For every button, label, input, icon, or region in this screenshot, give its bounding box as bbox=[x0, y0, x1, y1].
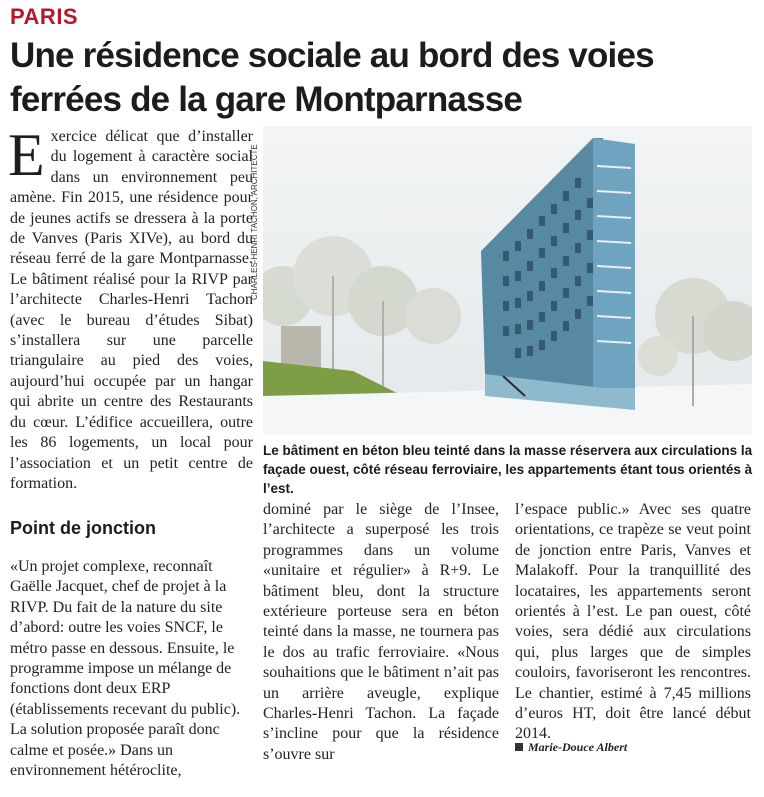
building-illustration bbox=[263, 126, 752, 435]
photo-credit: CHARLES-HENRI TACHON, ARCHITECTE bbox=[250, 144, 259, 300]
article-subhead: Point de jonction bbox=[10, 518, 156, 538]
author-signature bbox=[515, 740, 627, 755]
drop-cap: E bbox=[8, 122, 45, 188]
column-1 bbox=[10, 541, 253, 797]
author-name: Marie-Douce Albert bbox=[528, 740, 628, 754]
column-3 bbox=[515, 500, 751, 745]
column-1-paragraph: «Un projet complexe, reconnaît Gaëlle Jacquet, chef de projet à la RIVP. Du fait de la nature du site d’abord: outre les voies SNCF, le métro passe en dessous. Ensuite, le programme impose un mélange de fonctions dont deux ERP (établissements recevant du public). La solution proposée paraît donc calme et posée.» Dans un environnement hétéroclite, bbox=[10, 558, 241, 780]
signature-square-icon bbox=[515, 743, 523, 751]
building-east-face bbox=[593, 138, 635, 408]
column-2 bbox=[263, 500, 499, 765]
intro-paragraph: xercice délicat que d’installer du logement à caractère social dans un environnement peu amène. Fin 2015, une résidence pour de jeunes actifs se dressera à la porte de Vanves (Paris XIVe), au bord du réseau ferré de la gare Montparnasse. Le bâtiment réalisé pour la RIVP par l’architecte Charles-Henri Tachon (avec le bureau d’études Sibat) s’installera sur une parcelle triangulaire au pied des voies, aujourd’hui occupée par un hangar qui abrite un centre des Restaurants du cœur. L’édifice accueillera, outre les 86 logements, un local pour l’association et un petit centre de formation. bbox=[10, 128, 253, 492]
intro-column bbox=[8, 122, 253, 494]
section-kicker: PARIS bbox=[10, 4, 79, 29]
column-3-paragraph: l’espace public.» Avec ses quatre orientations, ce trapèze se veut point de jonction entre Paris, Vanves et Malakoff. Pour la tranquillité des locataires, les appartements seront orientés à l’est. Le pan ouest, côté voies, sera dédié aux circulations qui, plus larges que de simples couloirs, favoriseront les rencontres. Le chantier, estimé à 7,45 millions d’euros HT, doit être lancé début 2014. bbox=[515, 501, 751, 743]
article-headline: Une résidence sociale au bord des voies ferrées de la gare Montparnasse bbox=[10, 36, 654, 119]
figure-caption: Le bâtiment en béton bleu teinté dans la masse réservera aux circulations la façade ouest, côté réseau ferroviaire, les appartements étant tous orientés à l’est. bbox=[263, 443, 753, 496]
column-2-paragraph: dominé par le siège de l’Insee, l’architecte a superposé les trois programmes dans un volume «unitaire et régulier» à R+9. Le bâtiment bleu, dont la structure extérieure porteuse sera en béton teinté dans la masse, ne tournera pas le dos au trafic ferroviaire. «Nous souhaitions que le bâtiment n’ait pas un arrière aveugle, explique Charles-Henri Tachon. La façade s’incline pour que la résidence s’ouvre sur bbox=[263, 501, 499, 763]
architectural-rendering bbox=[263, 126, 752, 435]
